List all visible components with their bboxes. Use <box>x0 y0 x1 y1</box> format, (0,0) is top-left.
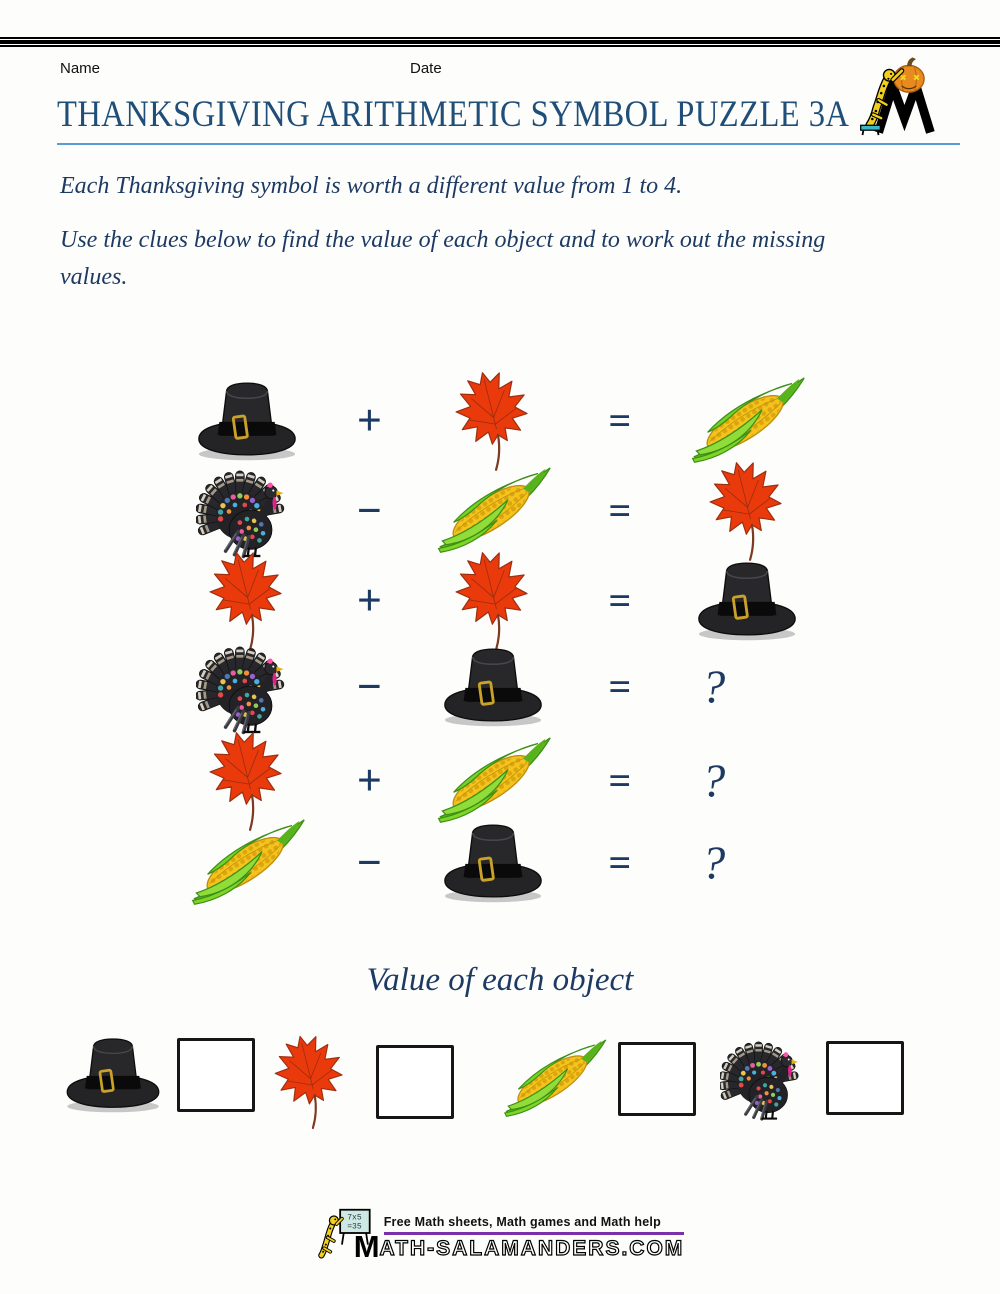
value-item-turkey <box>720 1032 904 1124</box>
intro-paragraph-1: Each Thanksgiving symbol is worth a different value from 1 to 4. <box>60 173 683 199</box>
equations-section <box>186 368 810 908</box>
question-mark: ? <box>701 660 726 713</box>
top-border-rule <box>0 37 1000 47</box>
turkey-icon <box>720 1032 810 1124</box>
salamander-pumpkin-logo-icon <box>852 52 948 136</box>
corn-icon <box>498 1038 610 1120</box>
pilgrim-hat-icon <box>193 380 301 462</box>
site-letter-m: M <box>353 1229 380 1264</box>
equals-sign: = <box>608 664 631 709</box>
corn-icon <box>185 818 309 908</box>
answer-box-maple-leaf[interactable] <box>376 1045 454 1119</box>
maple-leaf-icon <box>447 548 539 654</box>
pilgrim-hat-icon <box>439 646 547 728</box>
answer-box-turkey[interactable] <box>826 1041 904 1115</box>
equals-sign: = <box>608 488 631 533</box>
equals-sign: = <box>608 398 631 443</box>
value-item-maple-leaf <box>266 1032 454 1132</box>
plus-operator: + <box>356 756 382 805</box>
title-underline <box>57 143 960 145</box>
equals-sign: = <box>608 758 631 803</box>
equation-row-1 <box>186 368 810 458</box>
footer-site-text <box>353 1229 685 1264</box>
pilgrim-hat-icon <box>62 1036 164 1114</box>
turkey-icon <box>196 638 298 736</box>
answer-box-corn[interactable] <box>618 1042 696 1116</box>
maple-leaf-icon <box>447 368 539 474</box>
minus-operator: − <box>355 838 383 887</box>
footer-text-block <box>353 1202 685 1264</box>
minus-operator: − <box>355 662 383 711</box>
page-title: THANKSGIVING ARITHMETIC SYMBOL PUZZLE 3A <box>57 94 850 135</box>
footer-tagline: Free Math sheets, Math games and Math help <box>383 1215 661 1229</box>
equals-sign: = <box>608 578 631 623</box>
plus-operator: + <box>356 576 382 625</box>
equation-row-5 <box>186 728 810 818</box>
equals-sign: = <box>608 840 631 885</box>
value-item-pilgrim-hat <box>62 1036 255 1114</box>
values-heading: Value of each object <box>366 962 634 998</box>
equation-row-2 <box>186 458 810 548</box>
value-item-corn <box>498 1038 696 1120</box>
equation-row-6 <box>186 818 810 908</box>
corn-icon <box>431 736 555 826</box>
value-row <box>0 1030 1000 1134</box>
answer-box-pilgrim-hat[interactable] <box>177 1038 255 1112</box>
site-rest-text: ATH-SALAMANDERS.COM <box>379 1236 685 1260</box>
footer <box>0 1202 1000 1262</box>
date-label: Date <box>410 60 442 77</box>
pilgrim-hat-icon <box>439 822 547 904</box>
turkey-icon <box>196 462 298 560</box>
equation-row-3 <box>186 548 810 638</box>
minus-operator: − <box>355 486 383 535</box>
intro-paragraph-2: Use the clues below to find the value of each object and to work out the missing values. <box>60 227 826 291</box>
corn-icon <box>431 466 555 556</box>
corn-icon <box>685 376 809 466</box>
question-mark: ? <box>701 836 726 889</box>
plus-operator: + <box>356 396 382 445</box>
maple-leaf-icon <box>701 458 793 564</box>
maple-leaf-icon <box>266 1032 354 1132</box>
pilgrim-hat-icon <box>693 560 801 642</box>
question-mark: ? <box>701 754 726 807</box>
name-label: Name <box>60 60 101 77</box>
equation-row-4 <box>186 638 810 728</box>
